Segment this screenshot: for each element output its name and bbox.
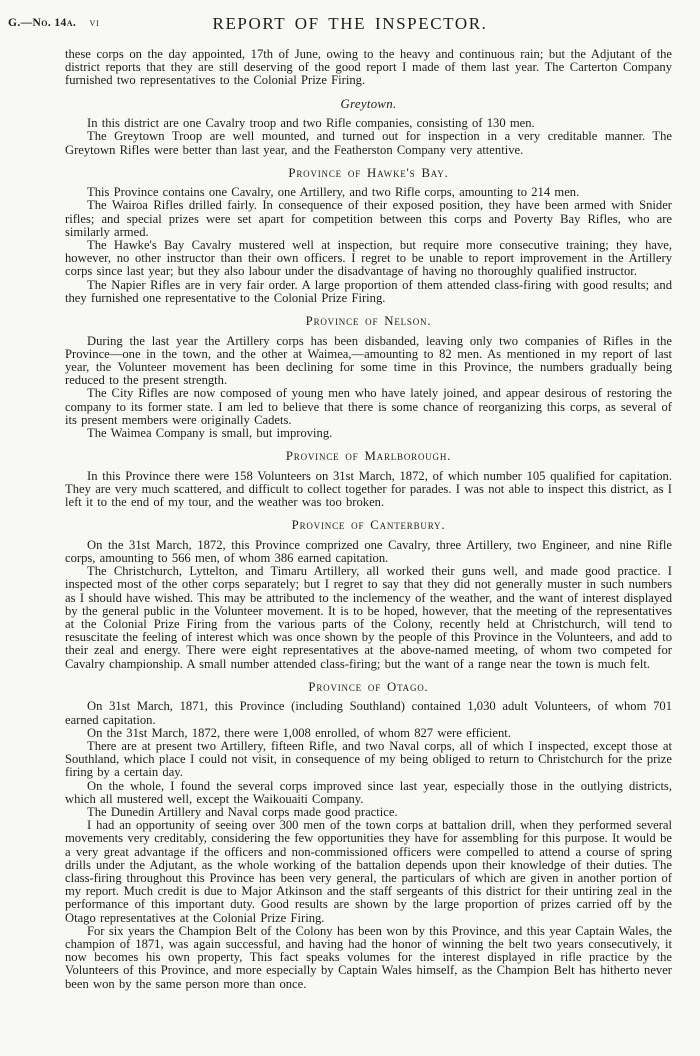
paragraph: The Napier Rifles are in very fair order. A large proportion of them attended class-firing with good results; and they furnished one representative to the Colonial Prize Firing. <box>65 277 672 305</box>
paragraph: The City Rifles are now composed of young men who have lately joined, and appear desirous of restoring the company to its former state. I am led to believe that there is some chance of reorganizing this corps, as several of its present members were originally Cadets. <box>65 386 672 427</box>
paragraph: The Christchurch, Lyttelton, and Timaru Artillery, all worked their guns well, and made good practice. I inspected most of the other corps separately; but I regret to say that they did not generally muster in such numbers as I should have wished. This may be attributed to the inclemency of the weather, and the want of interest displayed by the general public in the Volunteer movement. It is to be hoped, however, that the meeting of the representatives at the Colonial Prize Firing from the various parts of the Colony, recently held at Christchurch, will tend to resuscitate the feeling of interest which was once shown by the people of this Province in the Volunteers, and add to their zeal and energy. There were eight representatives at the above-named meeting, of whom two competed for Cavalry championship. A small number attended class-firing; but the want of a range near the town is much felt. <box>65 564 672 671</box>
paragraph: This Province contains one Cavalry, one Artillery, and two Rifle corps, amounting to 214 men. <box>87 185 580 200</box>
paragraph: The Hawke's Bay Cavalry mustered well at inspection, but require more consecutive training; they have, however, no other instructor than their own officers. I regret to be unable to report improvement in the Artillery corps since last year; but they also labour under the disadvantage of having no thoroughly qualified instructor. <box>65 238 672 279</box>
page-header <box>0 0 700 36</box>
paragraph: For six years the Champion Belt of the Colony has been won by this Province, and this year Captain Wales, the champion of 1871, was again successful, and having had the honor of winning the belt two years consecutively, it now becomes his own property, This fact speaks volumes for the interest displayed in rifle practice by the Volunteers of this Province, and more especially by Captain Wales himself, as the Champion Belt has hitherto never been won by the same person more than once. <box>65 923 672 991</box>
section-heading-hawkes-bay: Province of Hawke's Bay. <box>288 165 449 180</box>
paragraph: In this Province there were 158 Volunteers on 31st March, 1872, of which number 105 qualified for capitation. They are very much scattered, and difficult to collect together for parades. I was not able to inspect this district, as I left it to the end of my tour, and the weather was too broken. <box>65 468 672 510</box>
section-heading-canterbury: Province of Canterbury. <box>291 518 446 533</box>
paragraph: The Dunedin Artillery and Naval corps made good practice. <box>87 804 398 819</box>
paragraph: There are at present two Artillery, fifteen Rifle, and two Naval corps, all of which I inspected, except those at Southland, which place I could not visit, in consequence of my being obliged to return to Christchurch for the prize firing by a certain day. <box>65 738 672 780</box>
section-heading-nelson: Province of Nelson. <box>305 314 432 329</box>
paragraph: The Wairoa Rifles drilled fairly. In consequence of their exposed position, they have been armed with Snider rifles; and special prizes were set apart for competition between this corps and Poverty Bay Rifles, who are similarly armed. <box>65 198 672 239</box>
report-body <box>0 36 700 991</box>
paragraph: During the last year the Artillery corps has been disbanded, leaving only two companies of Rifles in the Province—one in the town, and the other at Waimea,—amounting to 82 men. As mentioned in my report of last year, the Volunteer movement has been declining for some time in this Province, the numbers gradually being reduced to the present strength. <box>65 333 672 388</box>
page-title: REPORT OF THE INSPECTOR. <box>212 14 488 33</box>
paragraph: On the 31st March, 1872, this Province comprized one Cavalry, three Artillery, two Engineer, and nine Rifle corps, amounting to 566 men, of whom 386 earned capitation. <box>65 537 672 565</box>
paragraph: The Waimea Company is small, but improving. <box>87 425 333 440</box>
section-heading-otago: Province of Otago. <box>308 679 429 694</box>
paragraph: On 31st March, 1871, this Province (including Southland) contained 1,030 adult Volunteers, of whom 701 earned capitation. <box>65 699 672 727</box>
paragraph: On the 31st March, 1872, there were 1,008 enrolled, of whom 827 were efficient. <box>87 725 511 740</box>
paragraph: In this district are one Cavalry troop and two Rifle companies, consisting of 130 men. <box>87 116 535 131</box>
paragraph: these corps on the day appointed, 17th of June, owing to the heavy and continuous rain; but the Adjutant of the district reports that they are still deserving of the good report I made of them last year. The Carterton Company furnished two representatives to the Colonial Prize Firing. <box>65 47 672 88</box>
section-heading-marlborough: Province of Marlborough. <box>285 449 452 464</box>
page-number: vi <box>89 17 100 29</box>
section-heading-greytown: Greytown. <box>340 96 397 111</box>
header-left <box>8 17 100 29</box>
document-number: G.—No. 14a. <box>8 17 77 29</box>
paragraph: The Greytown Troop are well mounted, and turned out for inspection in a very creditable manner. The Greytown Rifles were better than last year, and the Featherston Company very attentive. <box>65 129 672 157</box>
paragraph: On the whole, I found the several corps improved since last year, especially those in the outlying districts, which all mustered well, except the Waikouaiti Company. <box>65 778 672 806</box>
paragraph: I had an opportunity of seeing over 300 men of the town corps at battalion drill, when they performed several movements very creditably, considering the few opportunities they have for assembling for this purpose. It would be a very great advantage if the officers and non-commissioned officers were compelled to attend a course of spring drills under the Adjutant, as the whole working of the battalion depends upon their knowledge of their duties. The class-firing throughout this Province has been very general, the particulars of which are given in another portion of my report. Much credit is due to Major Atkinson and the staff sergeants of this district for their untiring zeal in the performance of this important duty. Good results are shown by the large proportion of prizes carried off by the Otago representatives at the Colonial Prize Firing. <box>65 818 672 925</box>
